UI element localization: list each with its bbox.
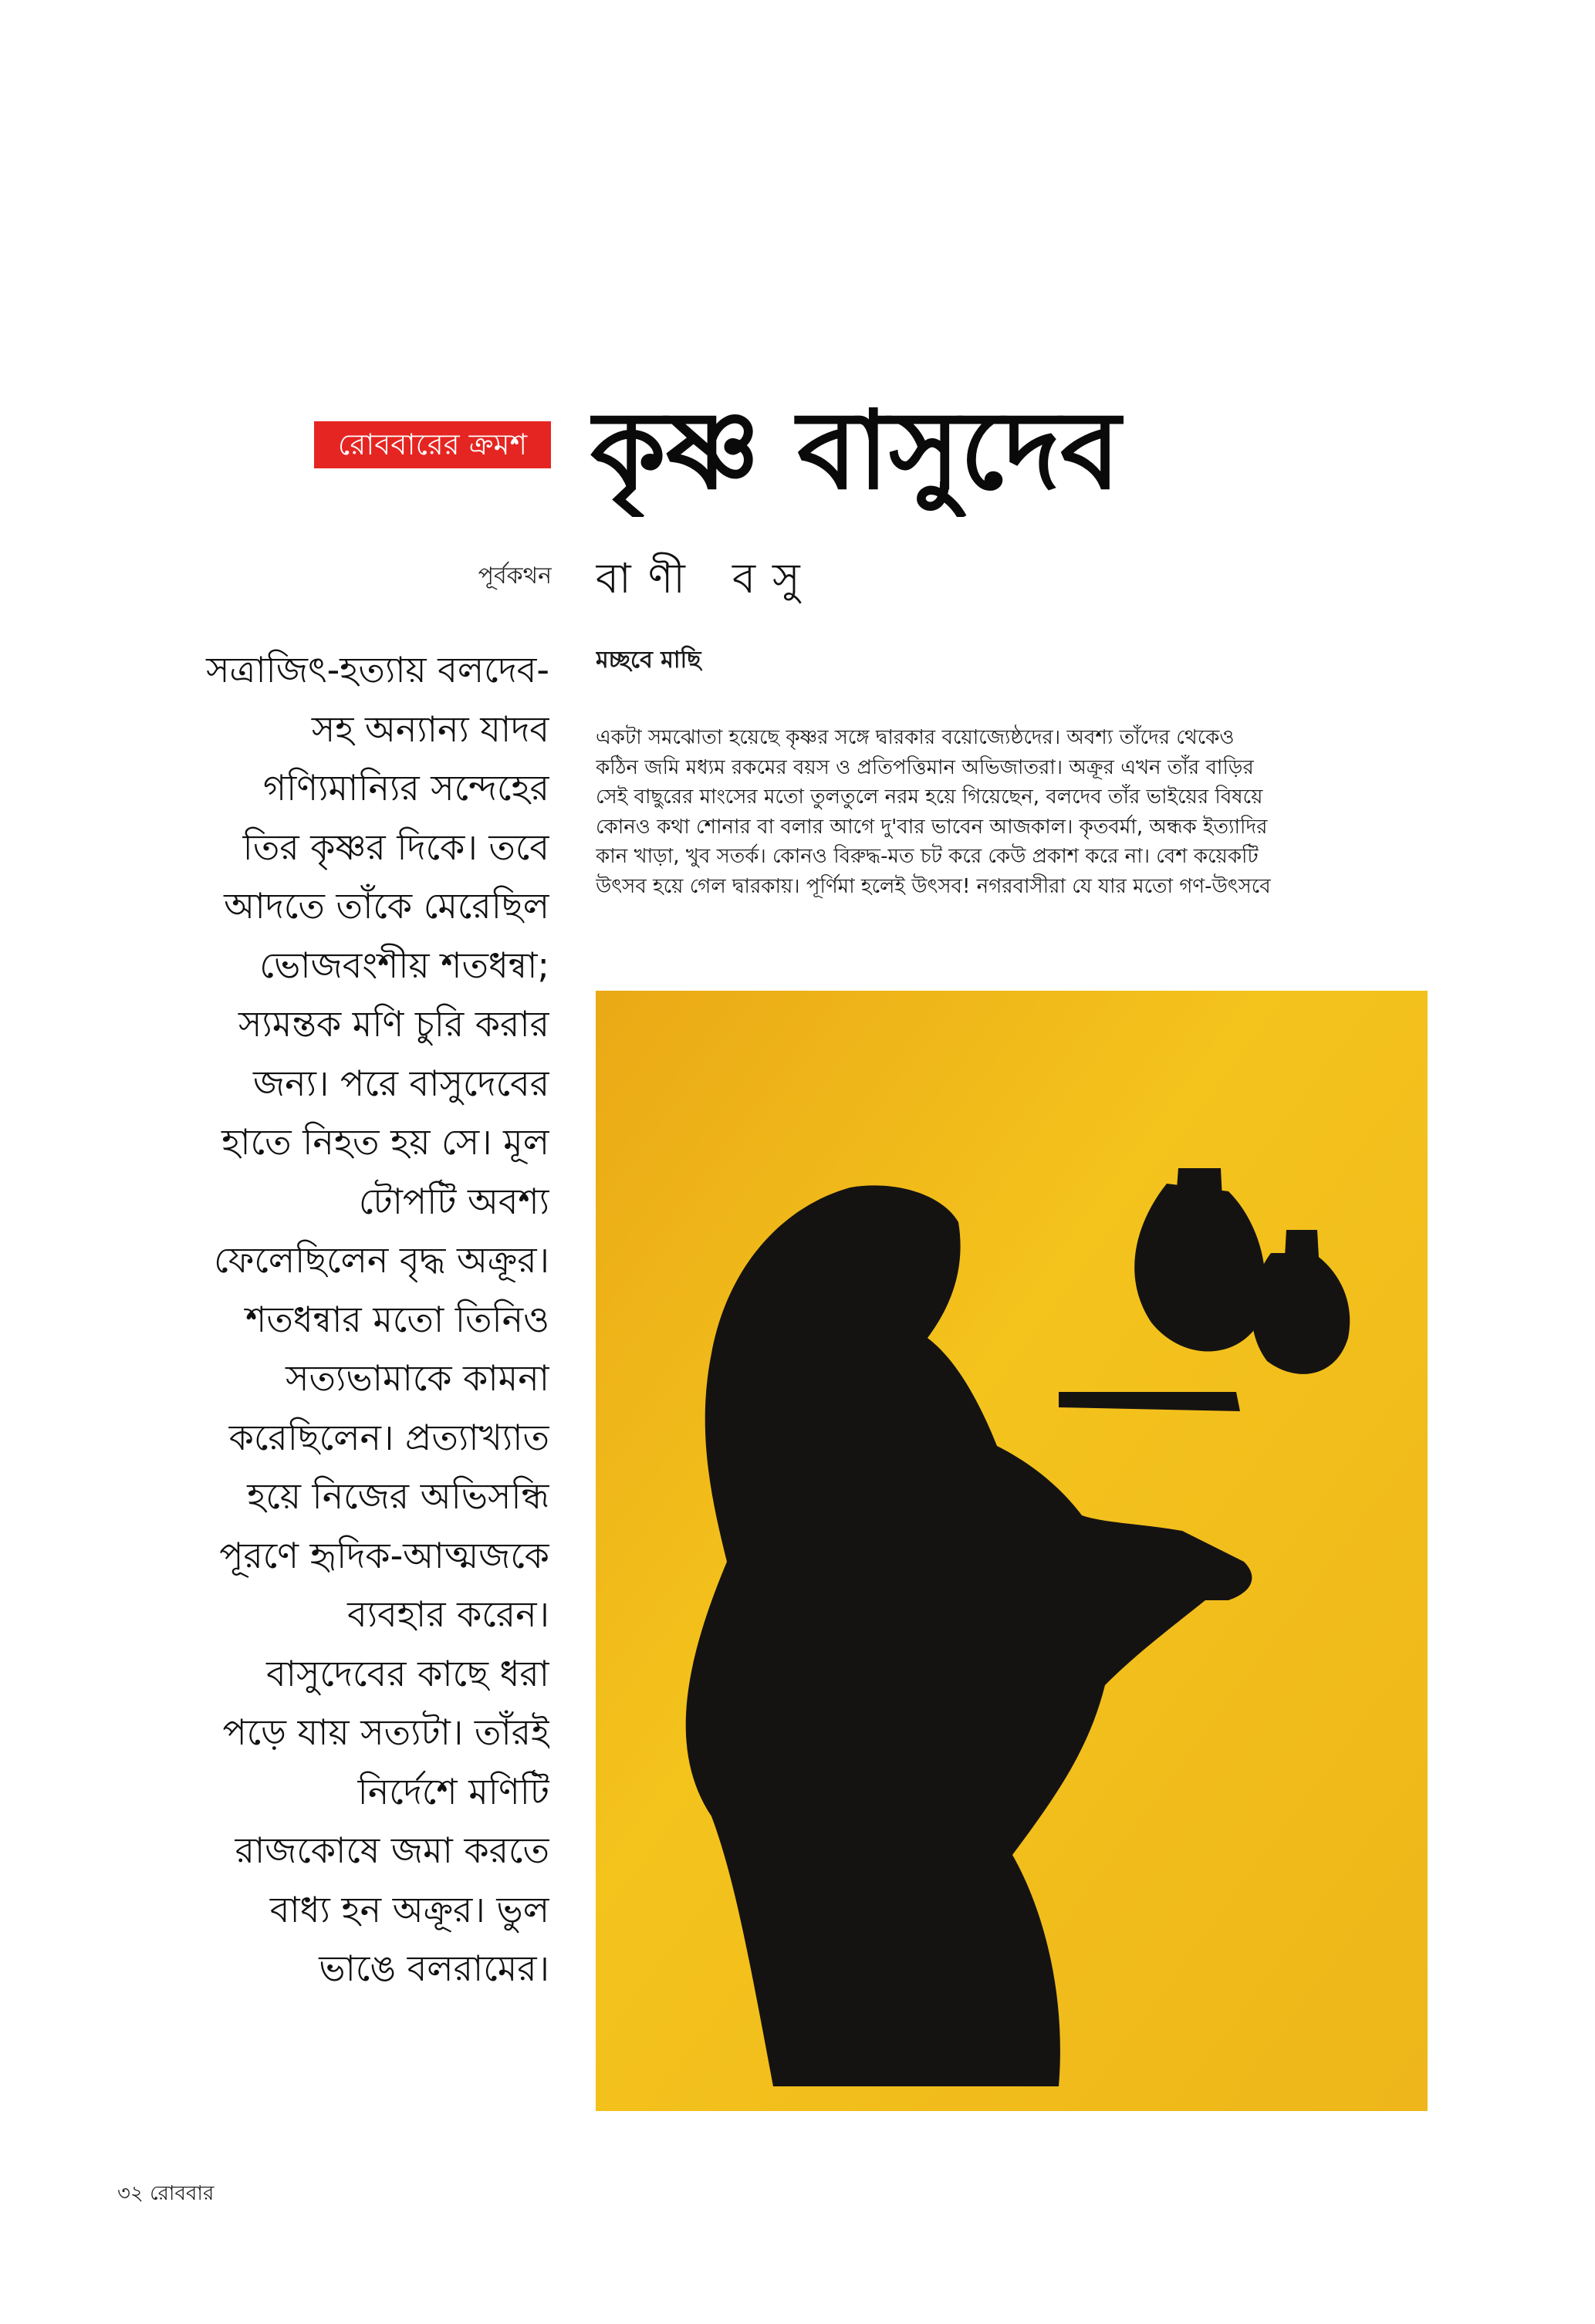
recap-line: হাতে নিহত হয় সে। মূল xyxy=(221,1121,549,1163)
recap-line: ব্যবহার করেন। xyxy=(347,1593,549,1635)
intro-line: কান খাড়া, খুব সতর্ক। কোনও বিরুদ্ধ-মত চট করে কেউ প্রকাশ করে না। বেশ কয়েকটি xyxy=(596,845,1259,868)
intro-line: কোনও কথা শোনার বা বলার আগে দু'বার ভাবেন আজকাল। কৃতবর্মা, অন্ধক ইত্যাদির xyxy=(596,815,1268,839)
recap-line: ফেলেছিলেন বৃদ্ধ অক্রূর। xyxy=(214,1239,549,1281)
recap-line: ভোজবংশীয় শতধন্বা; xyxy=(259,944,549,986)
woman-with-pots-silhouette xyxy=(596,991,1428,2111)
papercut-illustration xyxy=(596,991,1428,2111)
recap-line: তির কৃষ্ণর দিকে। তবে xyxy=(242,826,549,868)
recap-line: পড়ে যায় সত্যটা। তাঁরই xyxy=(222,1711,549,1753)
intro-line: উৎসব হয়ে গেল দ্বারকায়। পূর্ণিমা হলেই উৎসব! নগরবাসীরা যে যার মতো গণ-উৎসবে xyxy=(596,874,1271,898)
intro-line: একটা সমঝোতা হয়েছে কৃষ্ণর সঙ্গে দ্বারকার বয়োজ্যেষ্ঠদের। অবশ্য তাঁদের থেকেও xyxy=(596,726,1235,749)
intro-paragraph xyxy=(596,723,1445,954)
recap-line: জন্য। পরে বাসুদেবের xyxy=(252,1062,549,1104)
author-byline: বাণী বসু xyxy=(596,554,817,603)
recap-line: করেছিলেন। প্রত্যাখ্যাত xyxy=(228,1416,549,1458)
recap-line: ভাঙে বলরামের। xyxy=(319,1947,549,1989)
recap-line: নির্দেশে মণিটি xyxy=(357,1770,549,1812)
recap-line: সত্যভামাকে কামনা xyxy=(286,1357,549,1399)
recap-line: শতধন্বার মতো তিনিও xyxy=(245,1298,549,1340)
chapter-title: মচ্ছবে মাছি xyxy=(596,647,701,674)
series-tag: রোববারের ক্রমশ xyxy=(314,421,551,468)
intro-line: সেই বাছুরের মাংসের মতো তুলতুলে নরম হয়ে গিয়েছেন, বলদেব তাঁর ভাইয়ের বিষয়ে xyxy=(596,785,1263,809)
recap-line: আদতে তাঁকে মেরেছিল xyxy=(224,885,549,927)
recap-line: গণ্যিমান্যির সন্দেহের xyxy=(263,767,549,809)
intro-line: কঠিন জমি মধ্যম রকমের বয়স ও প্রতিপত্তিমান অভিজাতরা। অক্রূর এখন তাঁর বাড়ির xyxy=(596,755,1254,779)
recap-line: টোপটি অবশ্য xyxy=(358,1180,549,1222)
headline: কৃষ্ণ বাসুদেব xyxy=(590,388,1121,514)
recap-line: বাধ্য হন অক্রূর। ভুল xyxy=(269,1888,549,1930)
page-footer-folio: ৩২ রোববার xyxy=(117,2182,215,2205)
prelude-label: পূর্বকথন xyxy=(478,562,552,589)
recap-line: রাজকোষে জমা করতে xyxy=(235,1829,549,1871)
recap-line: সহ অন্যান্য যাদব xyxy=(311,708,549,750)
recap-line: সত্রাজিৎ-হত্যায় বলদেব- xyxy=(206,649,549,691)
recap-line: পূরণে হৃদিক-আত্মজকে xyxy=(219,1534,549,1576)
recap-line: হয়ে নিজের অভিসন্ধি xyxy=(247,1475,549,1517)
recap-line: বাসুদেবের কাছে ধরা xyxy=(266,1652,549,1694)
recap-column xyxy=(108,640,549,2022)
recap-line: স্যমন্তক মণি চুরি করার xyxy=(238,1003,549,1045)
